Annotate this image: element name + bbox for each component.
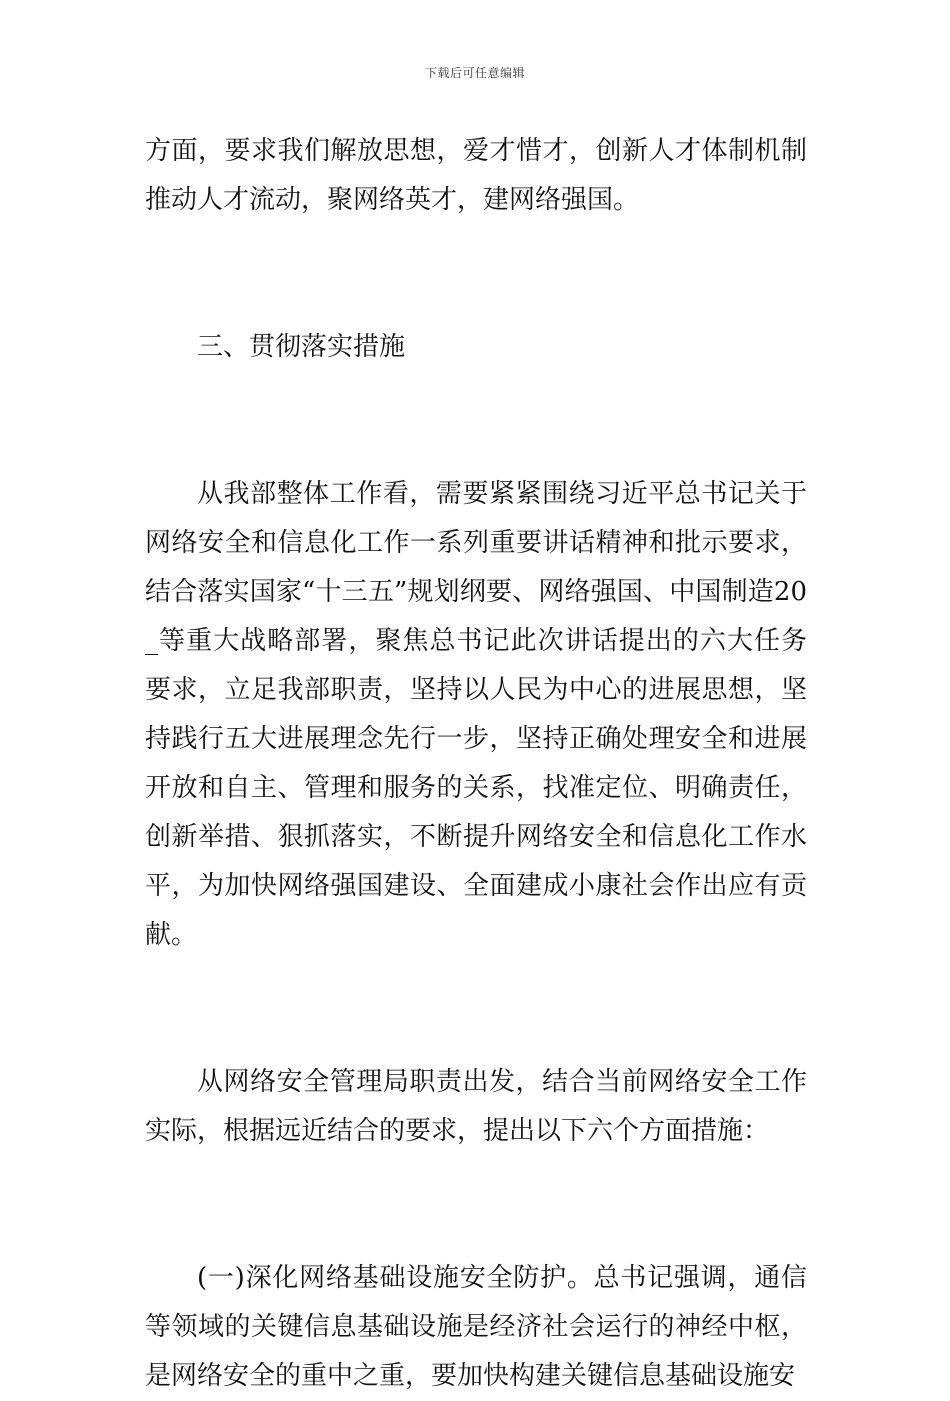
paragraph-measure-one: (一)深化网络基础设施安全防护。总书记强调，通信等领域的关键信息基础设施是经济社会运行的神经中枢，是网络安全的重中之重，要加快构建关键信息基础设施安: [145, 1263, 807, 1391]
section-heading: 三、贯彻落实措施: [197, 332, 406, 362]
paragraph-gap: [145, 372, 807, 421]
paragraph-continuation: 方面，要求我们解放思想，爱才惜才，创新人才体制机制推动人才流动，聚网络英才，建网络强国。: [145, 136, 807, 215]
paragraph-gap: [145, 274, 807, 323]
paragraph-gap: [145, 421, 807, 470]
document-body: [145, 127, 807, 1401]
paragraph-bureau-duties: 从网络安全管理局职责出发，结合当前网络安全工作实际，根据远近结合的要求，提出以下六个方面措施：: [145, 1067, 807, 1146]
paragraph-gap: [145, 1156, 807, 1205]
paragraph-gap: [145, 1205, 807, 1254]
paragraph-gap: [145, 1009, 807, 1058]
paragraph-gap: [145, 225, 807, 274]
paragraph-overall-work: 从我部整体工作看，需要紧紧围绕习近平总书记关于网络安全和信息化工作一系列重要讲话精神和批示要求，结合落实国家“十三五”规划纲要、网络强国、中国制造20_等重大战略部署，聚焦总书记此次讲话提出的六大任务要求，立足我部职责，坚持以人民为中心的进展思想，坚持践行五大进展理念先行一步，坚持正确处理安全和进展开放和自主、管理和服务的关系，找准定位、明确责任，创新举措、狠抓落实，不断提升网络安全和信息化工作水平，为加快网络强国建设、全面建成小康社会作出应有贡献。: [145, 479, 807, 950]
paragraph-gap: [145, 960, 807, 1009]
page-header-note: 下载后可任意编辑: [424, 66, 525, 80]
